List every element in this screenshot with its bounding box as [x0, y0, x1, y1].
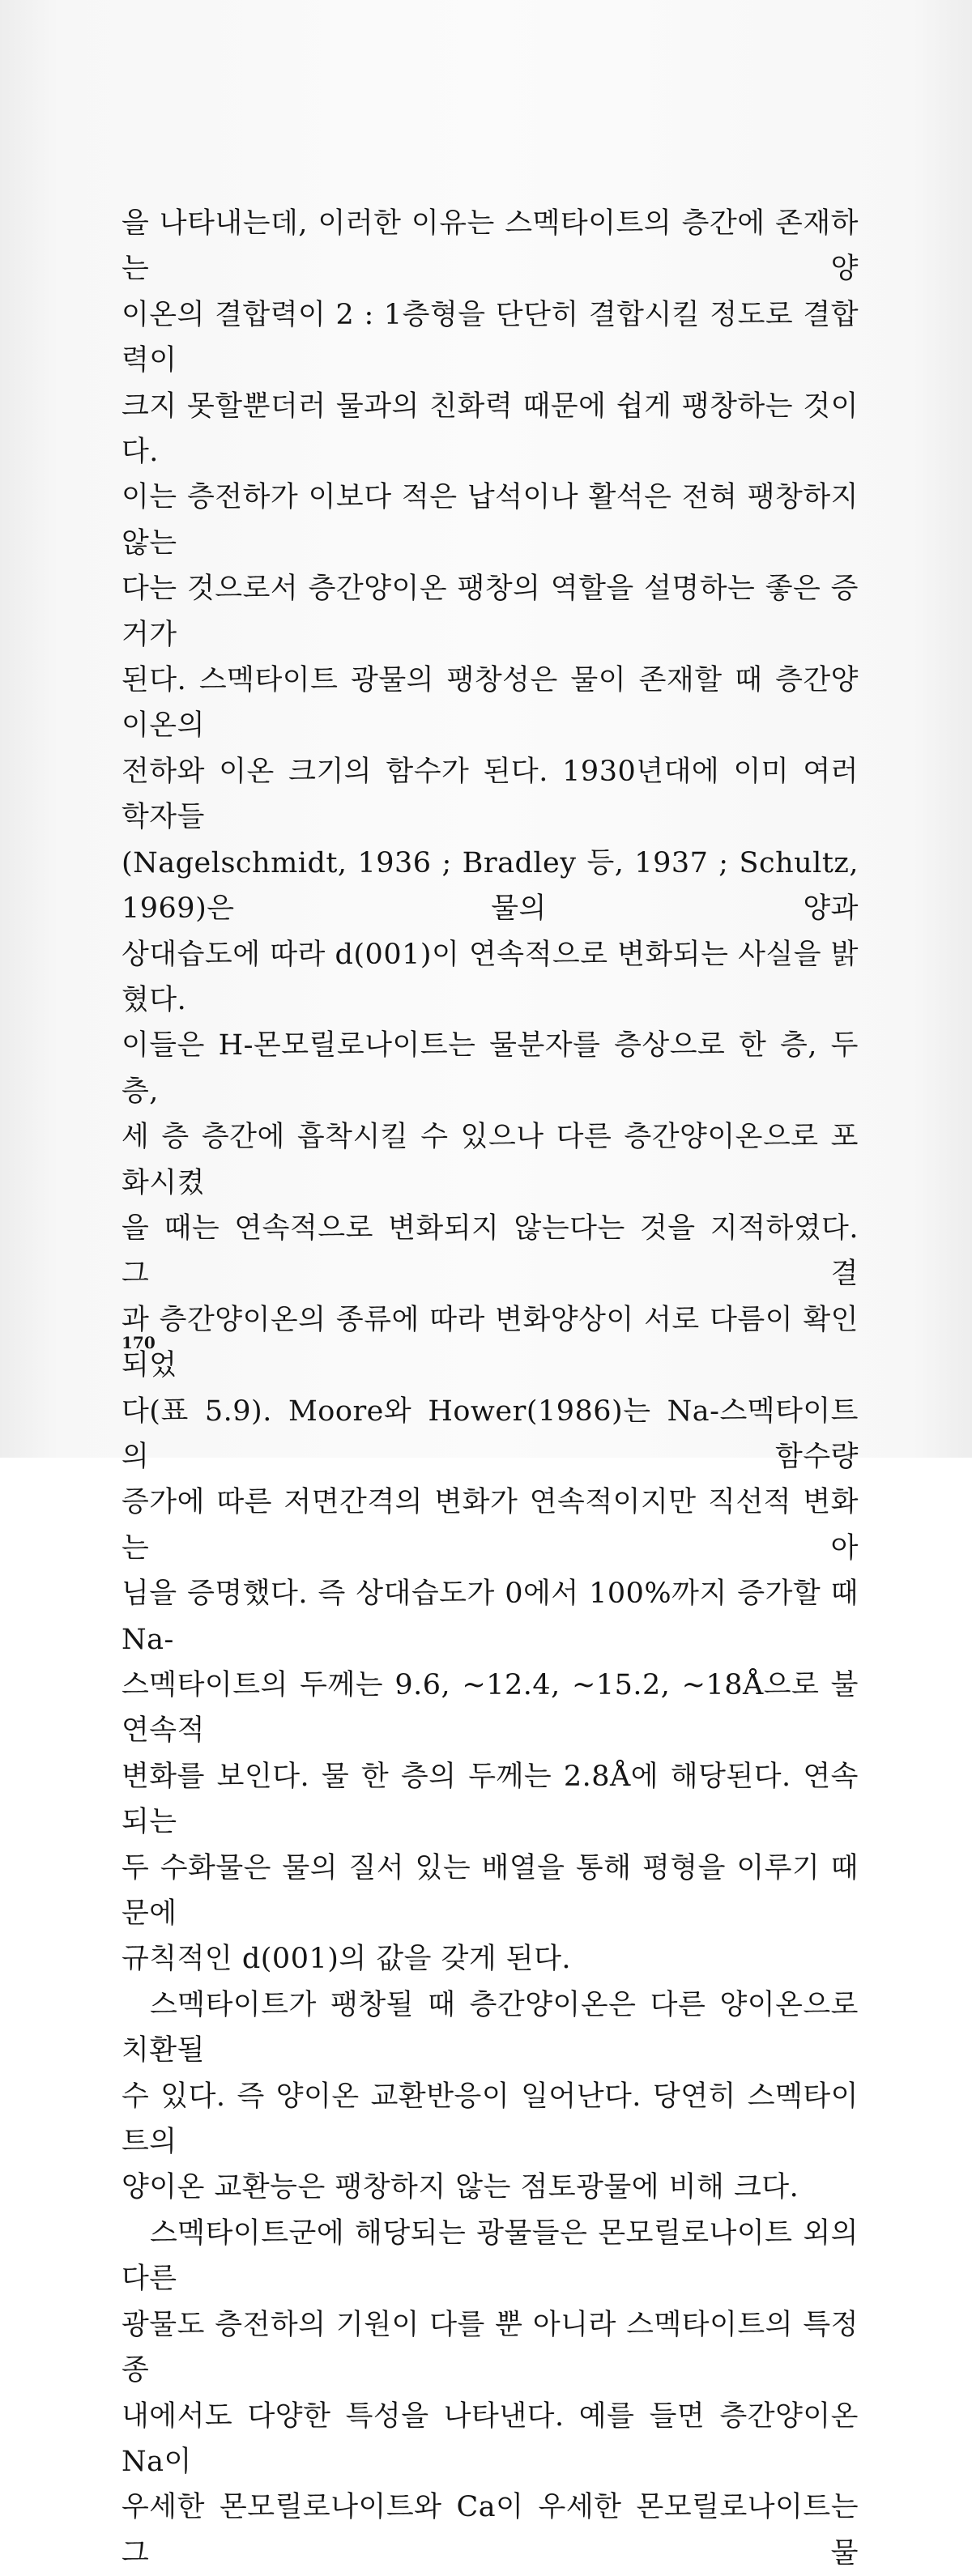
text-line: 이온의 결합력이 2 : 1층형을 단단히 결합시킬 정도로 결합력이 [122, 298, 859, 377]
text-line: 을 나타내는데, 이러한 이유는 스멕타이트의 층간에 존재하는 양 [122, 207, 859, 286]
text-line: 다(표 5.9). Moore와 Hower(1986)는 Na-스멕타이트의 함수량 [122, 1394, 859, 1473]
text-line: 스멕타이트의 두께는 9.6, ~12.4, ~15.2, ~18Å으로 불연속적 [122, 1669, 859, 1748]
text-line: 수 있다. 즉 양이온 교환반응이 일어난다. 당연히 스멕타이트의 [122, 2080, 859, 2159]
text-line: 내에서도 다양한 특성을 나타낸다. 예를 들면 층간양이온 Na이 [122, 2399, 859, 2478]
text-line: 이들은 H-몬모릴로나이트는 물분자를 층상으로 한 층, 두 층, [122, 1029, 859, 1108]
text-line: 규칙적인 d(001)의 값을 갖게 된다. [122, 1943, 572, 1976]
text-line: 전하와 이온 크기의 함수가 된다. 1930년대에 이미 여러 학자들 [122, 755, 859, 834]
text-line: 우세한 몬모릴로나이트와 Ca이 우세한 몬모릴로나이트는 그 물 [122, 2491, 859, 2570]
text-line: 증가에 따른 저면간격의 변화가 연속적이지만 직선적 변화는 아 [122, 1486, 859, 1565]
text-line: 님을 증명했다. 즉 상대습도가 0에서 100%까지 증가할 때 Na- [122, 1578, 859, 1656]
body-text [122, 201, 859, 2576]
text-line: 세 층 층간에 흡착시킬 수 있으나 다른 층간양이온으로 포화시켰 [122, 1121, 859, 1199]
text-line: 광물도 층전하의 기원이 다를 뿐 아니라 스멕타이트의 특정 종 [122, 2308, 859, 2387]
text-line: 스멕타이트가 팽창될 때 층간양이온은 다른 양이온으로 치환될 [122, 1988, 859, 2067]
text-line: 다는 것으로서 층간양이온 팽창의 역할을 설명하는 좋은 증거가 [122, 573, 859, 651]
page-number: 170 [122, 1333, 156, 1352]
text-line: 된다. 스멕타이트 광물의 팽창성은 물이 존재할 때 층간양이온의 [122, 664, 859, 743]
text-line: 스멕타이트군에 해당되는 광물들은 몬모릴로나이트 외의 다른 [122, 2216, 859, 2296]
text-line: 이는 층전하가 이보다 적은 납석이나 활석은 전혀 팽창하지 않는 [122, 481, 859, 560]
text-line: 크지 못할뿐더러 물과의 친화력 때문에 쉽게 팽창하는 것이다. [122, 390, 859, 469]
text-line: (Nagelschmidt, 1936 ; Bradley 등, 1937 ; Schultz, 1969)은 물의 양과 [122, 846, 859, 926]
text-line: 양이온 교환능은 팽창하지 않는 점토광물에 비해 크다. [122, 2171, 799, 2204]
text-line: 을 때는 연속적으로 변화되지 않는다는 것을 지적하였다. 그 결 [122, 1211, 859, 1291]
text-line: 과 층간양이온의 종류에 따라 변화양상이 서로 다름이 확인되었 [122, 1303, 859, 1382]
text-line: 상대습도에 따라 d(001)이 연속적으로 변화되는 사실을 밝혔다. [122, 938, 859, 1016]
text-line: 변화를 보인다. 물 한 층의 두께는 2.8Å에 해당된다. 연속되는 [122, 1760, 859, 1839]
text-line: 두 수화물은 물의 질서 있는 배열을 통해 평형을 이루기 때문에 [122, 1851, 859, 1931]
